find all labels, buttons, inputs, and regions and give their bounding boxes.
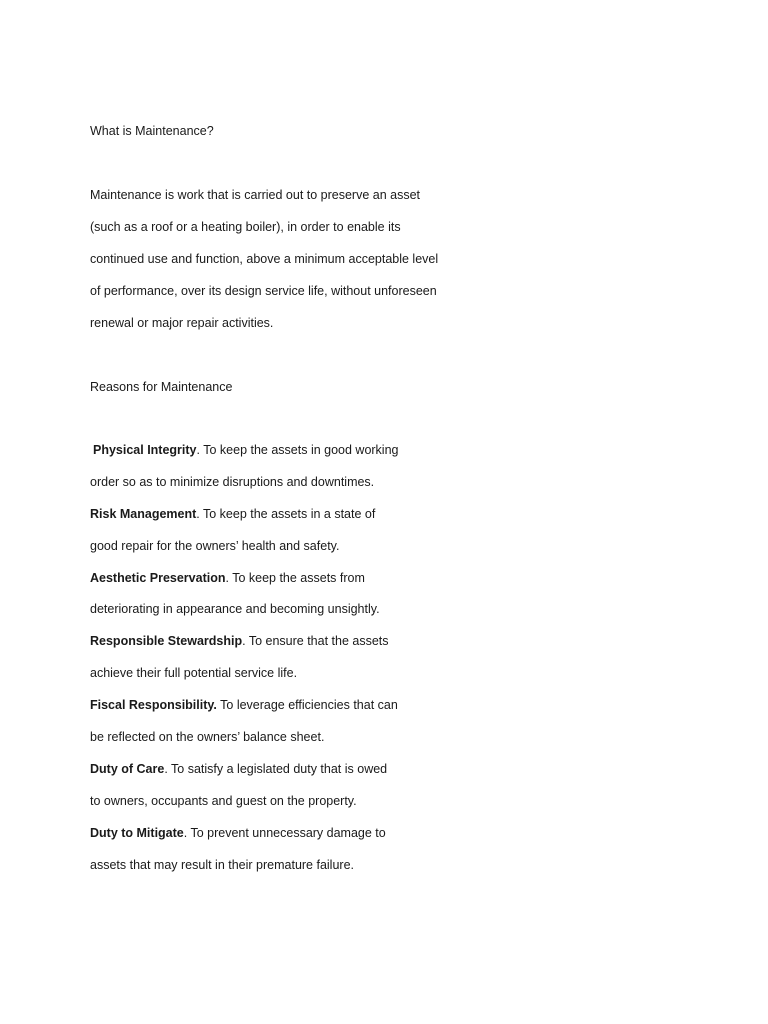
reason-text: . To ensure that the assets <box>242 634 389 648</box>
reason-line <box>90 697 398 713</box>
definition-line: (such as a roof or a heating boiler), in order to enable its <box>90 220 401 234</box>
reason-text: . To keep the assets in good working <box>196 443 399 457</box>
reason-line <box>90 825 386 841</box>
reason-term: Responsible Stewardship <box>90 634 243 648</box>
definition-line: renewal or major repair activities. <box>90 316 274 330</box>
page-heading: What is Maintenance? <box>90 124 214 138</box>
reason-text: . To keep the assets from <box>225 571 365 585</box>
reason-term: Risk Management <box>90 507 197 521</box>
reason-term: Physical Integrity <box>93 443 197 457</box>
reason-line: assets that may result in their premature failure. <box>90 858 355 872</box>
reason-term: Duty of Care <box>90 762 165 776</box>
reason-text: To leverage efficiencies that can <box>216 698 398 712</box>
reason-line <box>90 506 375 522</box>
reason-text: . To prevent unnecessary damage to <box>183 826 386 840</box>
definition-line: Maintenance is work that is carried out to preserve an asset <box>90 188 421 202</box>
reason-line <box>93 442 399 458</box>
reason-line: achieve their full potential service life. <box>90 666 298 680</box>
reason-term: Fiscal Responsibility. <box>90 698 217 712</box>
section-heading: Reasons for Maintenance <box>90 380 233 394</box>
reason-line: good repair for the owners’ health and safety. <box>90 539 340 553</box>
reason-text: . To keep the assets in a state of <box>196 507 376 521</box>
reason-line: to owners, occupants and guest on the property. <box>90 794 357 808</box>
reason-line <box>90 761 387 777</box>
definition-line: continued use and function, above a minimum acceptable level <box>90 252 439 266</box>
reason-text: . To satisfy a legislated duty that is owed <box>164 762 388 776</box>
reason-line: order so as to minimize disruptions and downtimes. <box>90 475 375 489</box>
reason-line <box>90 633 389 649</box>
definition-line: of performance, over its design service life, without unforeseen <box>90 284 437 298</box>
reason-line: deteriorating in appearance and becoming unsightly. <box>90 602 380 616</box>
reason-term: Duty to Mitigate <box>90 826 184 840</box>
reason-line: be reflected on the owners’ balance sheet. <box>90 730 325 744</box>
reason-line <box>90 570 365 586</box>
reason-term: Aesthetic Preservation <box>90 571 226 585</box>
